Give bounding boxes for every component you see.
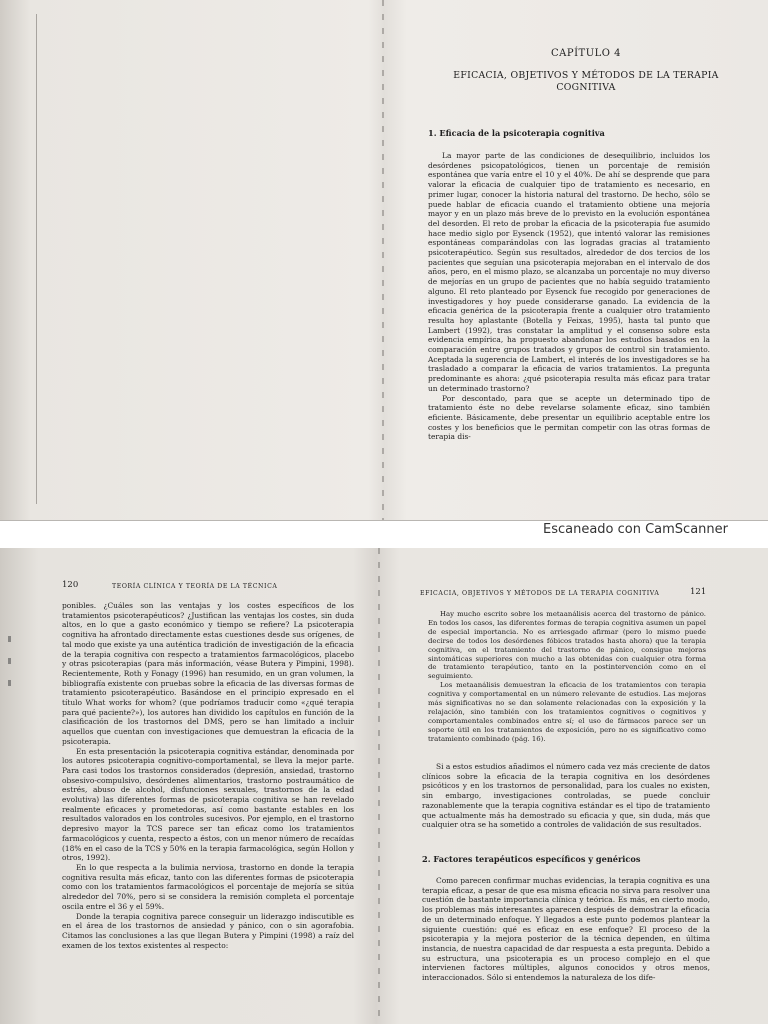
top-page-body xyxy=(428,151,710,442)
section-heading-2: 2. Factores terapéuticos específicos y genéricos xyxy=(422,854,641,864)
scanner-label: Escaneado con CamScanner xyxy=(542,522,728,537)
running-head-left: TEORÍA CLÍNICA Y TEORÍA DE LA TÉCNICA xyxy=(112,583,278,590)
section-heading-1: 1. Eficacia de la psicoterapia cognitiva xyxy=(428,128,605,138)
scan-mark xyxy=(8,658,11,664)
scan-mark xyxy=(8,680,11,686)
paragraph: Donde la terapia cognitiva parece conseguir un liderazgo indiscutible es en el área de los trastornos de ansiedad y pánico, con o sin agorafobia. Citamos las conclusiones a las que llegan Butera y Pimpini (1998) a raíz del examen de los textos existentes al respecto: xyxy=(62,911,354,950)
scanner-watermark-bar xyxy=(0,520,768,549)
quote-paragraph: Los metaanálisis demuestran la eficacia de los tratamientos con terapia cognitiva y comportamental en un número relevante de estudios. Las mejoras más significativas no se dan solamente relacionadas con la exposición y la relajación, sino también con los tratamientos cognitivos o cognitivos y comportamentales combinados entre sí; el uso de fármacos parece ser un soporte útil en los tratamientos de exposición, pero no es significativo como tratamiento combinado (pág. 16). xyxy=(428,681,706,743)
chapter-label: CAPÍTULO 4 xyxy=(550,48,622,59)
left-page-body xyxy=(62,601,354,950)
chapter-title: EFICACIA, OBJETIVOS Y MÉTODOS DE LA TERAPIA COGNITIVA xyxy=(453,70,719,93)
page-number-left: 120 xyxy=(62,580,79,590)
page-number-right: 121 xyxy=(690,587,707,597)
block-quote xyxy=(428,610,706,744)
paragraph: Como parecen confirmar muchas evidencias, la terapia cognitiva es una terapia eficaz, a pesar de que esa misma eficacia no sirva para resolver una cuestión de bastante importancia clínica y teórica. Es más, en cierto modo, los problemas más interesantes aparecen después de demostrar la eficacia de un determinado enfoque. Y llegados a este punto podemos plantear la siguiente cuestión: qué es eficaz en ese enfoque? El proceso de la psicoterapia y la mejora posterior de la técnica dependen, en última instancia, de nuestra capacidad de dar respuesta a esta pregunta. Debido a su estructura, una psicoterapia es un proceso complejo en el que intervienen factores múltiples, algunos conocidos y otros menos, interaccionados. Sólo si entendemos la naturaleza de los dife- xyxy=(422,876,710,983)
paragraph: Por descontado, para que se acepte un determinado tipo de tratamiento éste no debe revelarse solamente eficaz, sino también eficiente. Básicamente, debe presentar un equilibrio aceptable entre los costes y los beneficios que le permitan competir con las otras formas de terapia dis- xyxy=(428,393,710,442)
page-edge-line xyxy=(36,14,37,504)
quote-paragraph: Hay mucho escrito sobre los metaanálisis acerca del trastorno de pánico. En todos los casos, las diferentes formas de terapia cognitiva asumen un papel de especial importancia. No es arriesgado afirmar (pero lo mismo puede decirse de todos los desórdenes fóbicos tratados hasta ahora) que la terapia cognitiva, en el tratamiento del trastorno de pánico, consigue mejoras sintomáticas superiores con mucho a las obtenidas con cualquier otra forma de tratamiento terapéutico, tanto en la postintervención como en el seguimiento. xyxy=(428,610,706,681)
paragraph: ponibles. ¿Cuáles son las ventajas y los costes específicos de los tratamientos psicoterapéuticos? ¿Justifican las ventajas los costes, sin duda altos, en lo que a gasto económico y tiempo se refiere? La psicoterapia cognitiva ha afrontado directamente estas cuestiones desde sus orígenes, de tal modo que existe ya una auténtica tradición de investigación de la eficacia de la terapia cognitiva con respecto a tratamientos farmacológicos, placebo y otras psicoterapias (para más información, véase Butera y Pimpini, 1998). Recientemente, Roth y Fonagy (1996) han resumido, en un gran volumen, la bibliografía existente con pruebas sobre la eficacia de las diversas formas de tratamiento psicoterapéutico. Basándose en el principio expresado en el título What works for whom? (que podríamos traducir como «¿qué terapia para qué paciente?»), los autores han dividido los capítulos en función de la clasificación de los trastornos del DMS, pero se han limitado a incluir aquellos que cuentan con investigaciones que demuestran la eficacia de la psicoterapia. xyxy=(62,601,354,746)
paragraph: Si a estos estudios añadimos el número cada vez más creciente de datos clínicos sobre la eficacia de la terapia cognitiva en los desórdenes psicóticos y en los trastornos de personalidad, para los cuales no existen, sin embargo, investigaciones controladas, se puede concluir razonablemente que la terapia cognitiva estándar es el tipo de tratamiento que actualmente más ha demostrado su eficacia y que, sin duda, más que cualquier otra se ha sometido a controles de validación de sus resultados. xyxy=(422,762,710,830)
book-gutter xyxy=(378,548,380,1024)
right-page-body xyxy=(422,762,710,830)
book-gutter xyxy=(382,0,384,520)
bottom-scanned-spread xyxy=(0,548,768,1024)
paragraph: La mayor parte de las condiciones de desequilibrio, incluidos los desórdenes psicopatológicos, tienen un porcentaje de remisión espontánea que varía entre el 10 y el 40%. De ahí se desprende que para valorar la eficacia de cualquier tipo de tratamiento es necesario, en primer lugar, conocer la historia natural del trastorno. De hecho, sólo se puede hablar de eficacia cuando el tratamiento obtiene una mejoría mayor y en un plazo más breve de lo previsto en la evolución espontánea del desorden. El reto de probar la eficacia de la psicoterapia fue asumido hace medio siglo por Eysenck (1952), que intentó valorar las remisiones espontáneas comparándolas con las logradas gracias al tratamiento psicoterapéutico. Según sus resultados, alrededor de dos tercios de los pacientes que seguían una psicoterapia mejoraban en el intervalo de dos años, pero, en el mismo plazo, se alcanzaba un porcentaje no muy diverso de mejorías en un grupo de pacientes que no había seguido tratamiento alguno. El reto planteado por Eysenck fue recogido por generaciones de investigadores y hoy puede considerarse ganado. La evidencia de la eficacia genérica de la psicoterapia frente a cualquier otro tratamiento resulta hoy aplastante (Botella y Feixas, 1995), hasta tal punto que Lambert (1992), tras constatar la amplitud y el consenso sobre esta evidencia empírica, ha propuesto abandonar los estudios basados en la comparación entre grupos tratados y grupos de control sin tratamiento. Aceptada la sugerencia de Lambert, el interés de los investigadores se ha trasladado a comparar la eficacia de varios tratamientos. La pregunta predominante es ahora: ¿qué psicoterapia resulta más eficaz para tratar un determinado trastorno? xyxy=(428,151,710,393)
paragraph: En lo que respecta a la bulimia nerviosa, trastorno en donde la terapia cognitiva resulta más eficaz, tanto con las diferentes formas de psicoterapia como con los tratamientos farmacológicos el porcentaje de mejoría se sitúa alrededor del 70%, pero si se considera la remisión completa el porcentaje oscila entre el 36 y el 59%. xyxy=(62,862,354,911)
running-head-right: EFICACIA, OBJETIVOS Y MÉTODOS DE LA TERAPIA COGNITIVA xyxy=(420,590,660,597)
paragraph: En esta presentación la psicoterapia cognitiva estándar, denominada por los autores psicoterapia cognitivo-comportamental, se lleva la mejor parte. Para casi todos los trastornos considerados (depresión, ansiedad, trastorno obsesivo-compulsivo, desórdenes alimentarios, trastorno postraumático de estrés, abuso de alcohol, disfunciones sexuales, trastornos de la edad evolutiva) las diferentes formas de psicoterapia cognitiva se han revelado realmente eficaces y prometedoras, así como bastante estables en los resultados valorados en los controles sucesivos. Por ejemplo, en el trastorno depresivo mayor la TCS parece ser tan eficaz como los tratamientos farmacológicos y cuenta, respecto a éstos, con un menor número de recaídas (18% en el caso de la TCS y 50% en la terapia farmacológica, según Hollon y otros, 1992). xyxy=(62,746,354,863)
scan-mark xyxy=(8,636,11,642)
right-page-final-body xyxy=(422,876,710,983)
